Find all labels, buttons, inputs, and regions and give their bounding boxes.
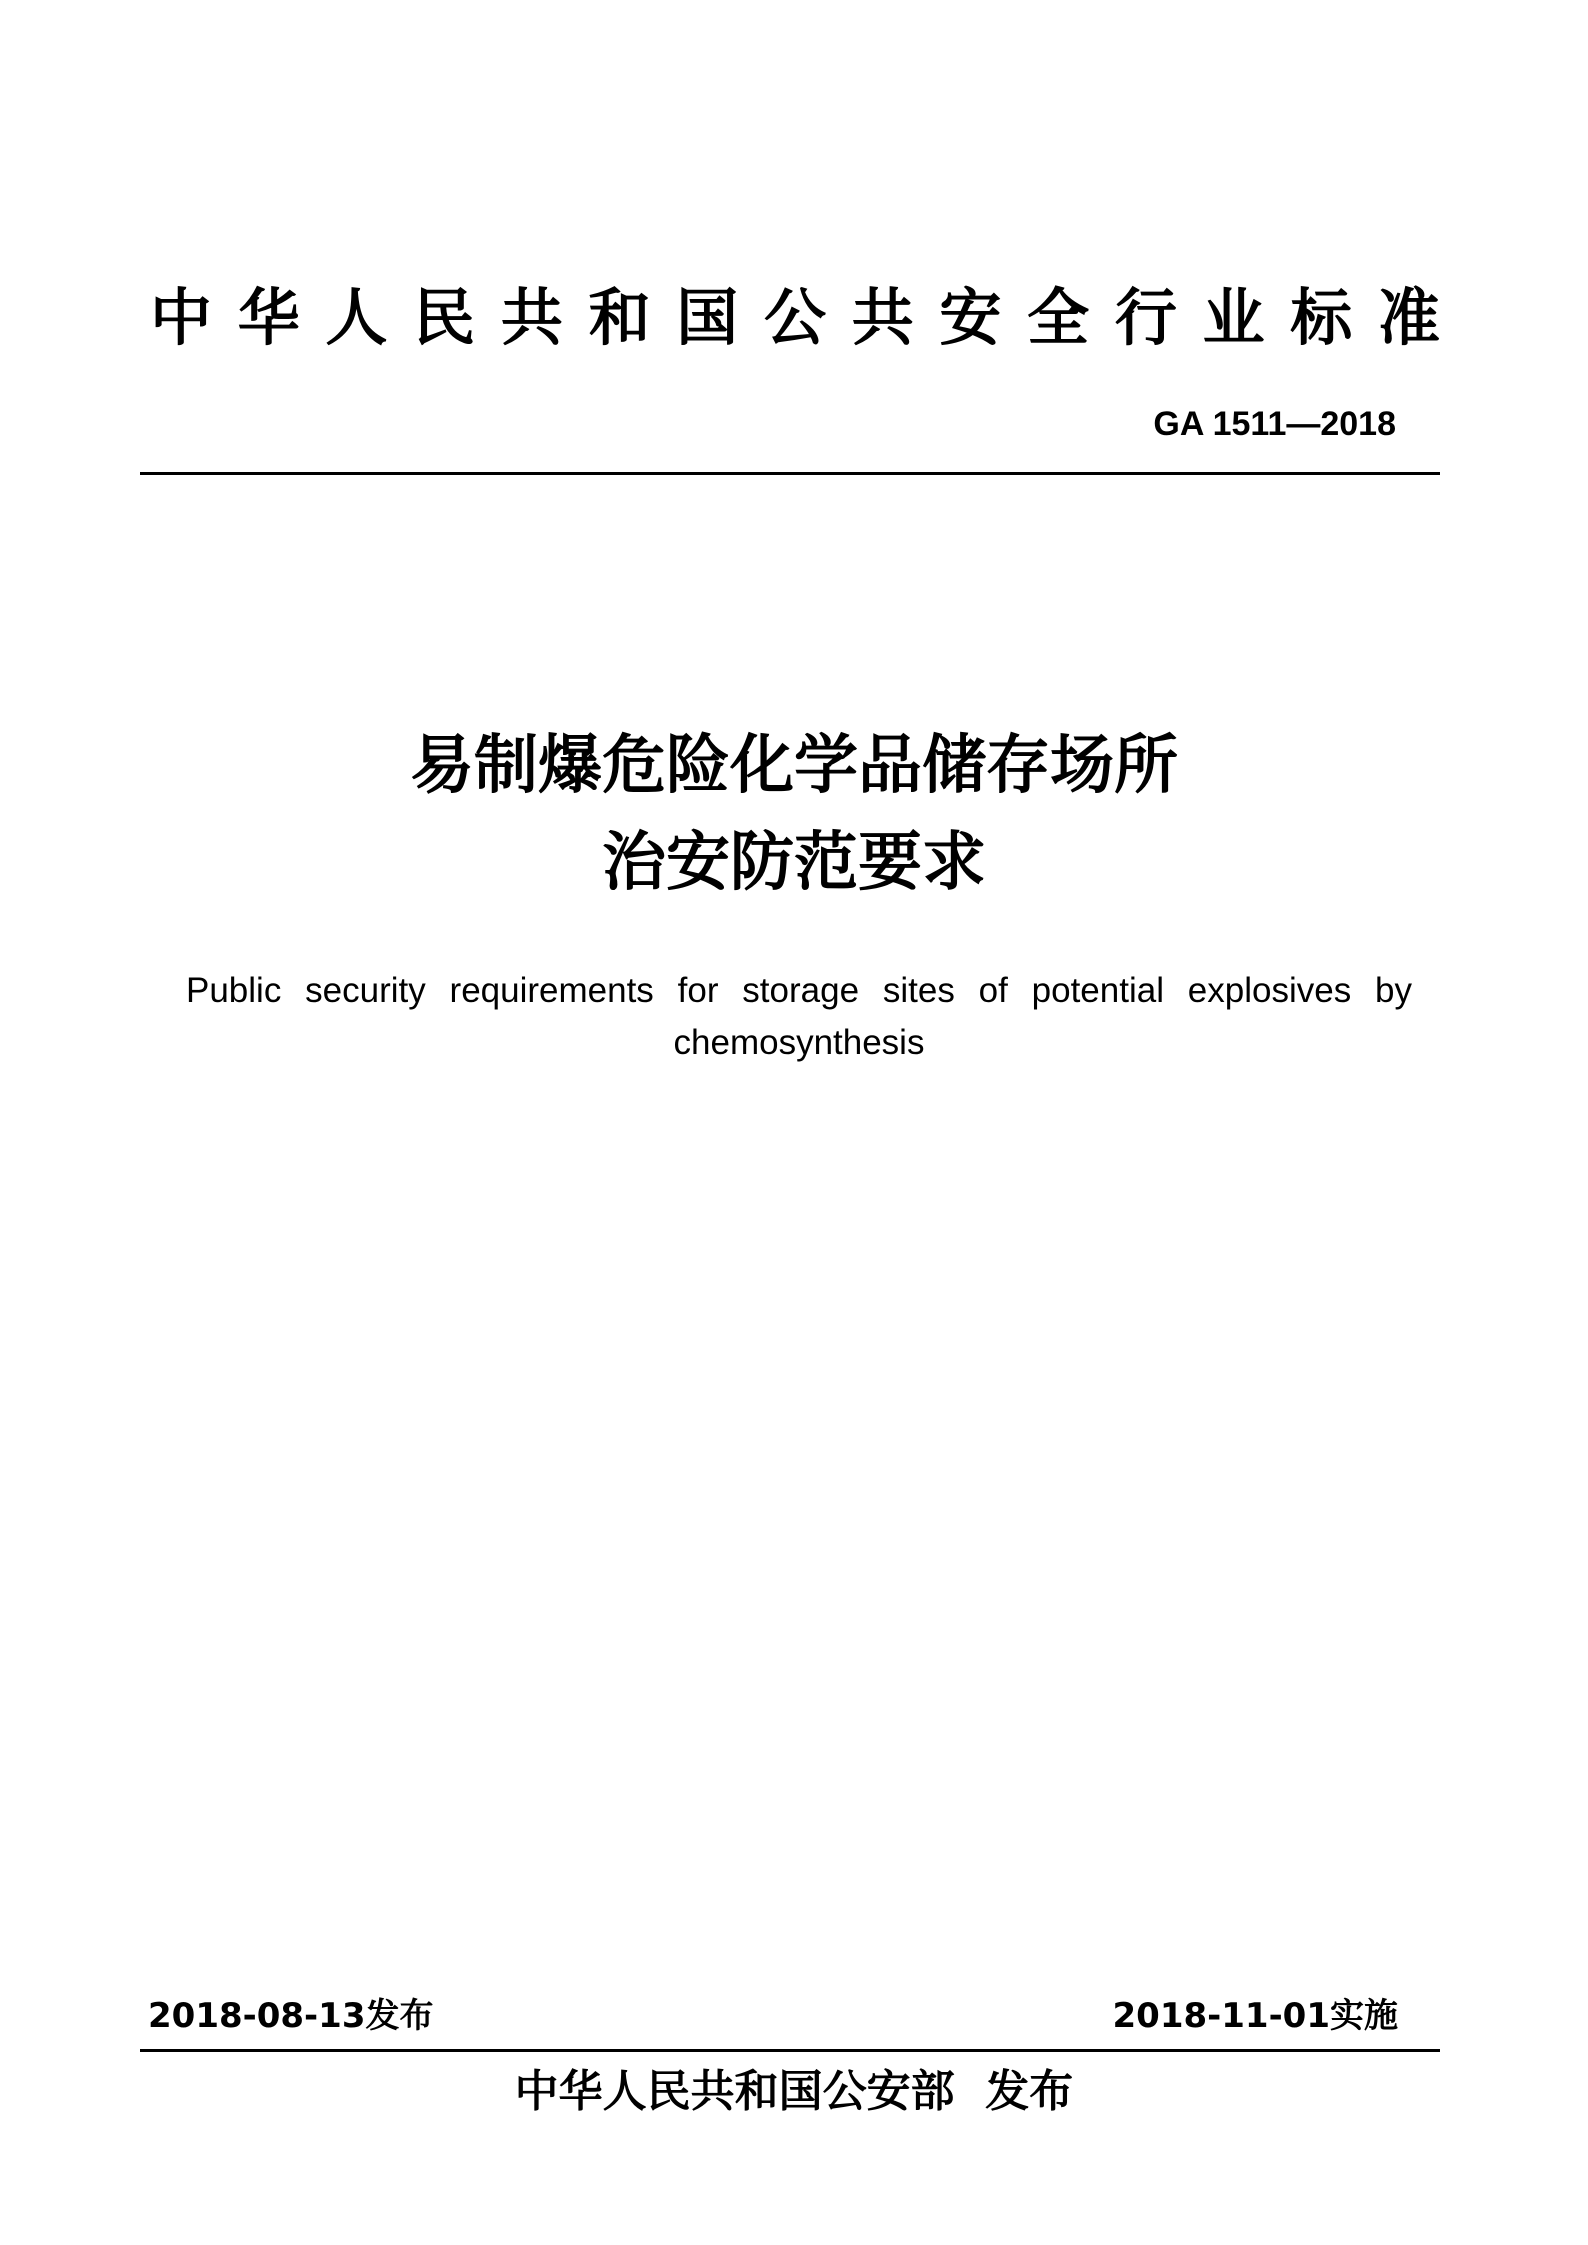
footer-divider: [140, 2049, 1440, 2052]
document-title-zh-line2: 治安防范要求: [602, 826, 986, 900]
header-divider: [140, 472, 1440, 475]
industry-standard-title: 中华人民共和国公共安全行业标准: [150, 281, 1440, 354]
implementation-date: 2018-11-01实施: [1112, 1996, 1398, 2036]
document-title-zh-line1: 易制爆危险化学品储存场所: [410, 729, 1178, 803]
standard-number: GA 1511—2018: [1153, 405, 1396, 443]
document-title-en: Public security requirements for storage sites of potential explosives by chemosynthesis: [186, 971, 1412, 1062]
issuer: 中华人民共和国公安部 发布: [514, 2066, 1074, 2117]
issue-date: 2018-08-13发布: [148, 1996, 434, 2036]
